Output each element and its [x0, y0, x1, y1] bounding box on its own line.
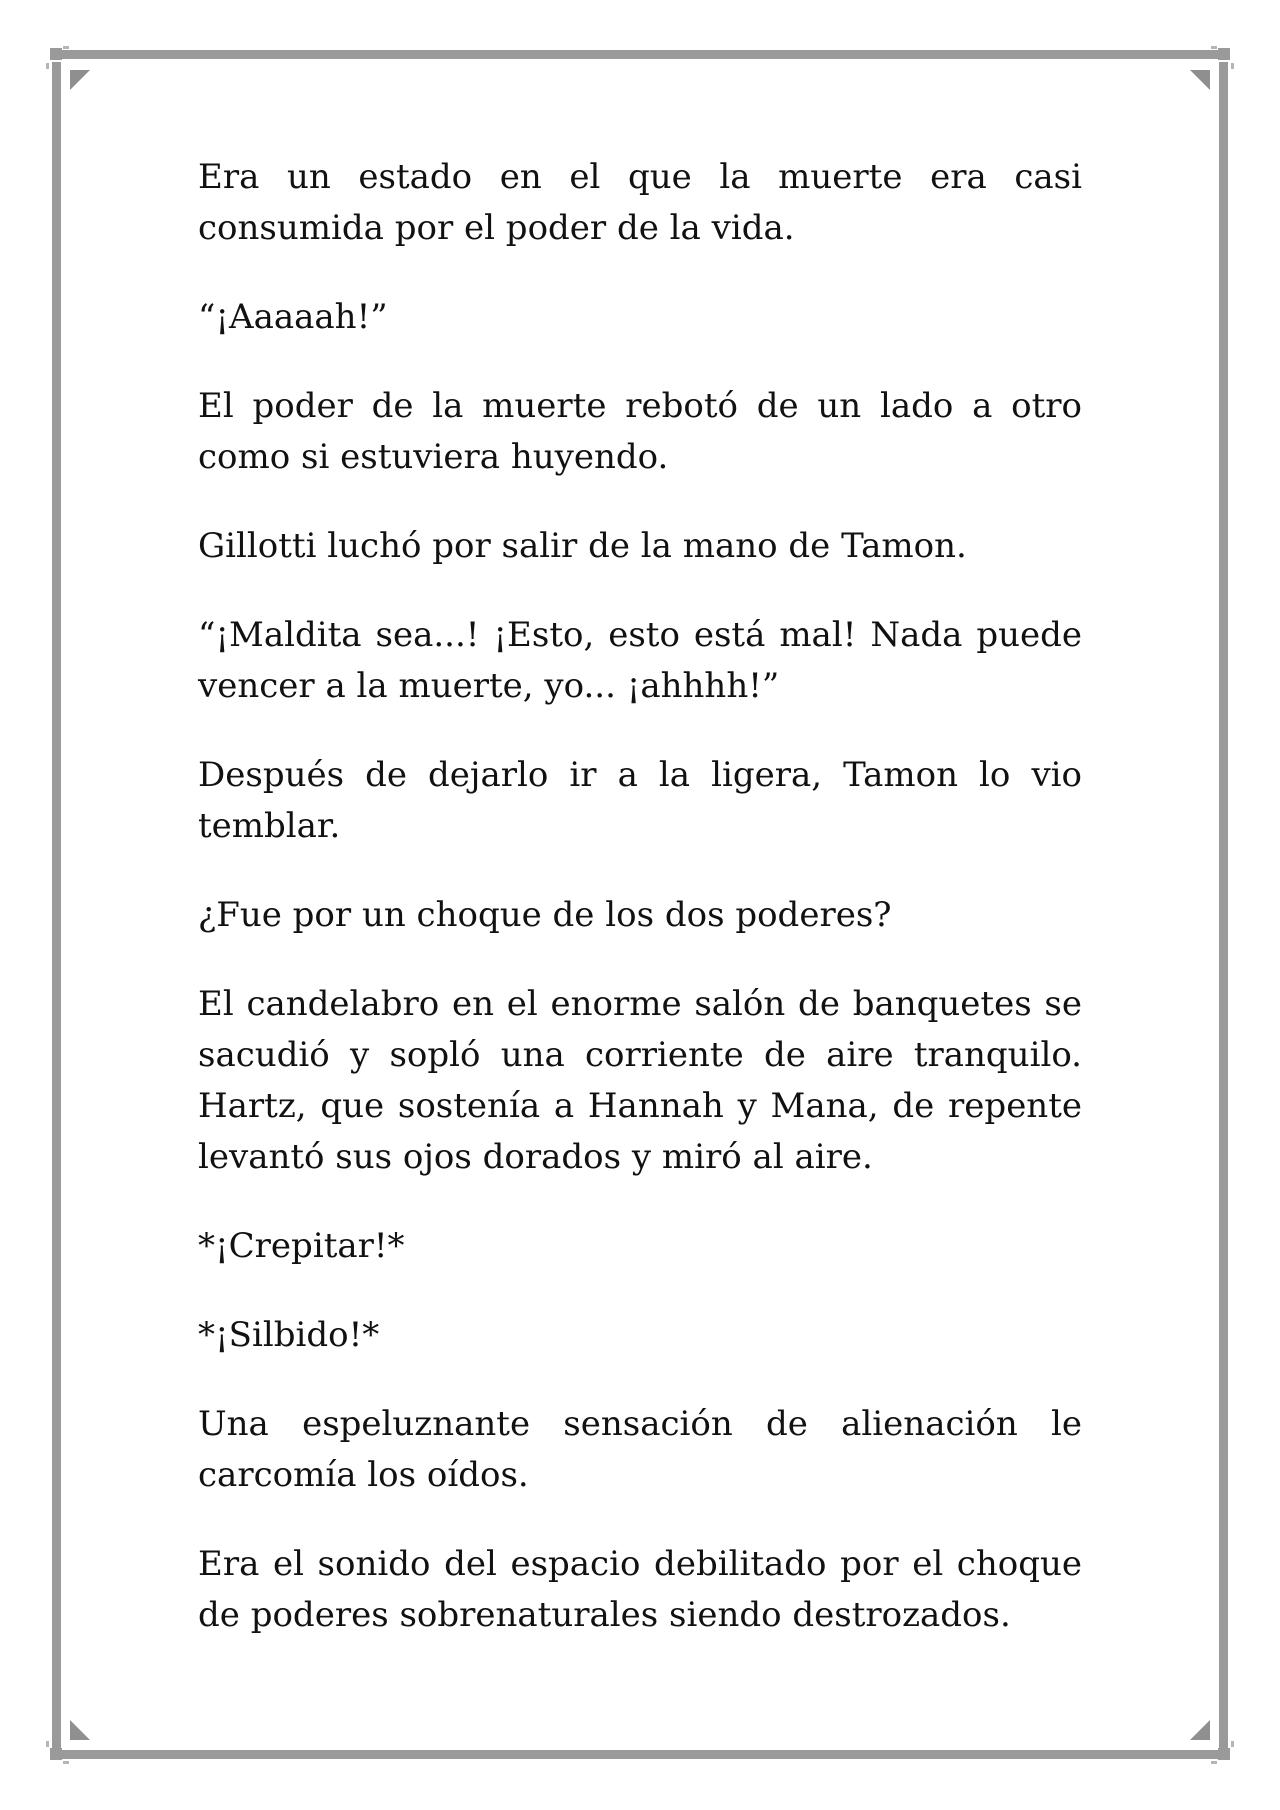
paragraph: *¡Silbido!* [198, 1315, 380, 1355]
paragraph: Después de dejarlo ir a la ligera, Tamon lo vio temblar. [198, 755, 1082, 846]
paragraph: El poder de la muerte rebotó de un lado a otro como si estuviera huyendo. [198, 386, 1082, 477]
document-body [198, 152, 1082, 1679]
paragraph: El candelabro en el enorme salón de banquetes se sacudió y sopló una corriente de aire tranquilo. Hartz, que sostenía a Hannah y Mana, de repente levantó sus ojos dorados y miró al aire. [198, 984, 1082, 1177]
paragraph: Era un estado en el que la muerte era casi consumida por el poder de la vida. [198, 157, 1082, 248]
paragraph: Gillotti luchó por salir de la mano de Tamon. [198, 526, 967, 566]
paragraph: ¿Fue por un choque de los dos poderes? [198, 895, 892, 935]
paragraph: “¡Aaaaah!” [198, 297, 388, 337]
paragraph: Una espeluznante sensación de alienación le carcomía los oídos. [198, 1404, 1082, 1495]
paragraph: Era el sonido del espacio debilitado por el choque de poderes sobrenaturales siendo destrozados. [198, 1544, 1082, 1635]
paragraph: “¡Maldita sea...! ¡Esto, esto está mal! Nada puede vencer a la muerte, yo... ¡ahhhh!” [198, 615, 1082, 706]
paragraph: *¡Crepitar!* [198, 1226, 405, 1266]
